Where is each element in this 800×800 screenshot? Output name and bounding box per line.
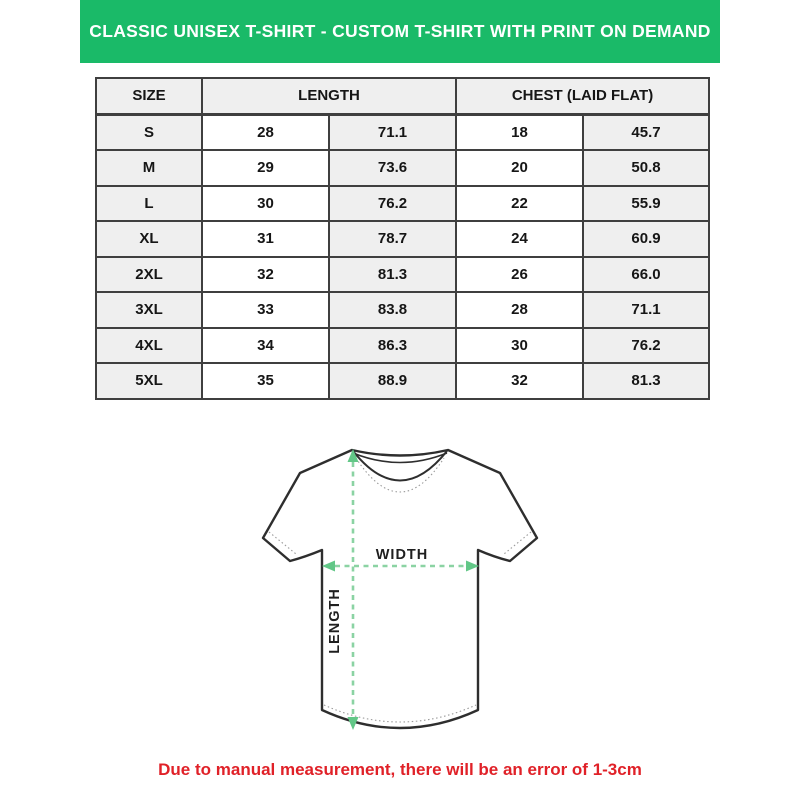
width-label: WIDTH	[375, 547, 429, 563]
table-row	[96, 221, 709, 257]
chest-cm-cell: 81.3	[583, 363, 709, 399]
length-cm-cell: 88.9	[329, 363, 456, 399]
size-table	[95, 77, 710, 400]
length-in-cell: 31	[202, 221, 329, 257]
length-label: LENGTH	[327, 588, 343, 654]
size-cell: 4XL	[96, 328, 202, 364]
chest-cm-cell: 76.2	[583, 328, 709, 364]
length-cm-cell: 83.8	[329, 292, 456, 328]
chest-cm-cell: 55.9	[583, 186, 709, 222]
length-cm-cell: 71.1	[329, 114, 456, 150]
length-in-cell: 28	[202, 114, 329, 150]
length-cm-cell: 73.6	[329, 150, 456, 186]
table-header-row	[96, 78, 709, 114]
chest-in-cell: 30	[456, 328, 583, 364]
size-cell: 3XL	[96, 292, 202, 328]
chest-in-cell: 24	[456, 221, 583, 257]
length-cm-cell: 81.3	[329, 257, 456, 293]
tshirt-drawing	[245, 433, 555, 755]
table-row	[96, 186, 709, 222]
header-length: LENGTH	[202, 78, 456, 114]
length-in-cell: 34	[202, 328, 329, 364]
table-row	[96, 257, 709, 293]
length-in-cell: 29	[202, 150, 329, 186]
size-cell: 2XL	[96, 257, 202, 293]
length-cm-cell: 78.7	[329, 221, 456, 257]
chest-in-cell: 26	[456, 257, 583, 293]
measurement-error-note: Due to manual measurement, there will be an error of 1-3cm	[158, 760, 642, 779]
length-in-cell: 35	[202, 363, 329, 399]
chest-cm-cell: 50.8	[583, 150, 709, 186]
banner	[80, 0, 720, 63]
length-cm-cell: 86.3	[329, 328, 456, 364]
header-size: SIZE	[96, 78, 202, 114]
length-in-cell: 33	[202, 292, 329, 328]
chest-cm-cell: 60.9	[583, 221, 709, 257]
table-row	[96, 150, 709, 186]
chest-cm-cell: 66.0	[583, 257, 709, 293]
size-cell: M	[96, 150, 202, 186]
table-row	[96, 363, 709, 399]
chest-in-cell: 28	[456, 292, 583, 328]
tshirt-diagram	[245, 433, 555, 755]
table-row	[96, 328, 709, 364]
size-cell: 5XL	[96, 363, 202, 399]
size-cell: XL	[96, 221, 202, 257]
size-cell: L	[96, 186, 202, 222]
chest-in-cell: 22	[456, 186, 583, 222]
length-in-cell: 32	[202, 257, 329, 293]
chest-cm-cell: 45.7	[583, 114, 709, 150]
banner-title: CLASSIC UNISEX T-SHIRT - CUSTOM T-SHIRT WITH PRINT ON DEMAND	[89, 21, 711, 41]
table-row	[96, 114, 709, 150]
size-cell: S	[96, 114, 202, 150]
table-row	[96, 292, 709, 328]
header-chest: CHEST (LAID FLAT)	[456, 78, 709, 114]
chest-in-cell: 20	[456, 150, 583, 186]
chest-cm-cell: 71.1	[583, 292, 709, 328]
chest-in-cell: 32	[456, 363, 583, 399]
length-in-cell: 30	[202, 186, 329, 222]
length-cm-cell: 76.2	[329, 186, 456, 222]
chest-in-cell: 18	[456, 114, 583, 150]
